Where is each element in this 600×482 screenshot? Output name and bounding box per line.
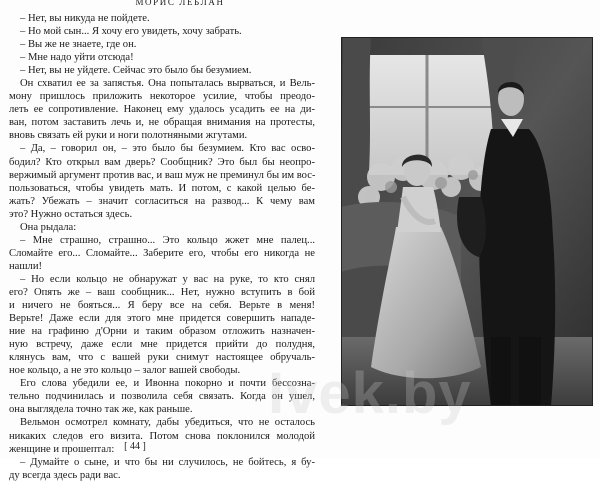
text-line: Вельмон осмотрел комнату, дабы убедиться, что не осталось <box>20 417 315 429</box>
text-line: бодил? Кто открыл вам дверь? Сообщник? Это был бы неопро- <box>9 156 315 168</box>
text-line: Сломайте его... Сломайте... Заберите его, чтобы его никогда не <box>9 247 315 259</box>
text-line: никаких следов его визита. Потом снова поклонился молодой <box>9 430 315 442</box>
text-line: нашли! <box>9 260 43 272</box>
text-line: пользоваться, чтобы увидеть мать. И потом, с какой целью бе- <box>9 182 315 194</box>
text-line: ние на графиню д'Орни и таким образом отложить назначен- <box>9 326 315 338</box>
text-line: – Вы же не знаете, где он. <box>20 39 137 51</box>
text-line: ду всегда здесь ради вас. <box>9 469 121 481</box>
text-line: Верьте! Даже если для этого мне придется совершить нападе- <box>9 313 315 325</box>
text-line: Она рыдала: <box>20 221 77 233</box>
text-line: – Нет, вы никуда не пойдете. <box>20 13 150 24</box>
text-line: – Но мой сын... Я хочу его увидеть, хочу забрать. <box>20 26 242 38</box>
text-line: ван, потом заставить лечь и, не обращая внимания на протесты, <box>9 117 315 129</box>
text-line: клянусь вам, что с вашей руки снимут настоящее обручаль- <box>9 352 315 364</box>
text-line: жать? Убежать – значит согласиться на развод... К чему вам <box>9 195 315 207</box>
text-line: вновь связать ей руки и ноги полотняными жгутами. <box>9 130 248 142</box>
text-line: она выглядела точно так же, как раньше. <box>9 404 193 416</box>
text-line: леть ее сопротивление. Наконец ему удалось усадить ее на ди- <box>9 104 315 116</box>
text-line: это? Нужно остаться здесь. <box>9 208 133 220</box>
page-number: [ 44 ] <box>124 441 146 452</box>
text-line: – Но если кольцо не обнаружат у вас на руке, то кто снял <box>20 273 315 285</box>
text-line: – Да, – говорил он, – это было бы безумием. Кто вас осво- <box>20 143 315 155</box>
text-line: ное кольцо, а не это кольцо – залог вашей свободы. <box>9 365 241 377</box>
illustration <box>341 37 593 406</box>
text-line: Его слова убедили ее, и Ивонна покорно и почти бессозна- <box>20 378 315 390</box>
text-line: вержимый аргумент против вас, и ваш муж не преминул бы им вос- <box>9 169 315 181</box>
text-line: – Мне страшно, страшно... Это кольцо жжет мне палец... <box>20 234 315 246</box>
text-line: и ничего не бояться... Я беру все на себя. Верьте в меня! <box>9 300 315 312</box>
text-line: его? Опять же – ваш сообщник... Нет, нужно вступить в бой <box>9 286 315 298</box>
text-line: – Мне надо уйти отсюда! <box>20 52 134 64</box>
body-text <box>9 12 315 482</box>
running-header: МОРИС ЛЕБЛАН <box>135 0 225 7</box>
text-line: Он схватил ее за запястья. Она попыталась вырваться, и Вель- <box>20 78 315 90</box>
text-line: женщине и прошептал: <box>9 443 115 455</box>
text-line: – Думайте о сыне, и что бы ни случилось, не бойтесь, я бу- <box>20 456 315 468</box>
text-line: мону пришлось приложить некоторое усилие, чтобы преодо- <box>9 91 315 103</box>
text-line: ную встречу, даже если мне придется прийти до полудня, <box>9 339 315 351</box>
text-line: тельно подчинилась и позволила себя связать. Когда он ушел, <box>9 391 315 403</box>
watermark: Ivek.by <box>268 361 472 426</box>
text-line: – Нет, вы не уйдете. Сейчас это было бы безумием. <box>20 65 252 77</box>
